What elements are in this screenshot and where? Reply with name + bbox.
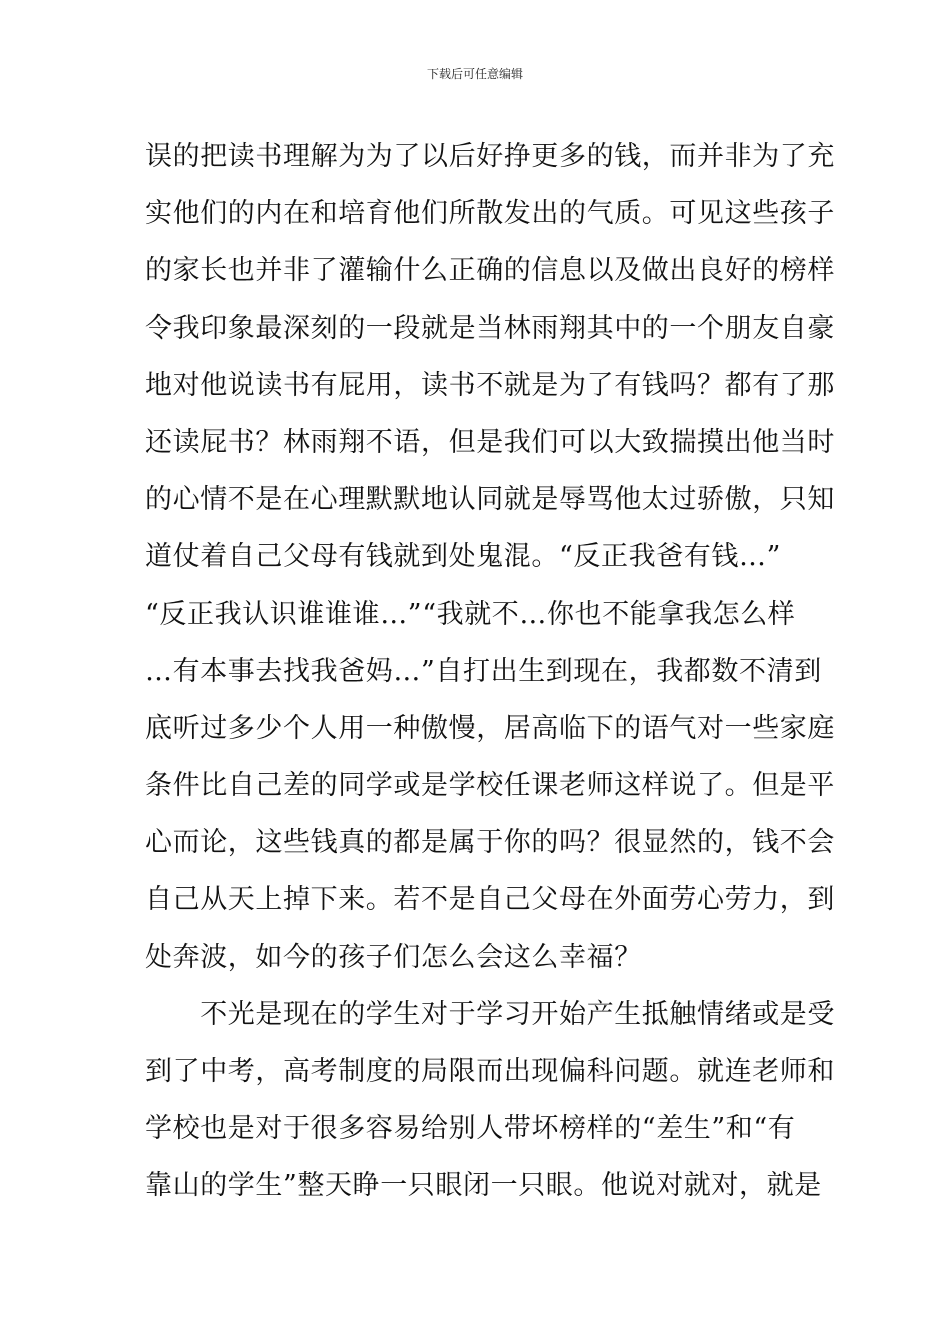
text-line: “反正我认识谁谁谁…”“我就不…你也不能拿我怎么样 xyxy=(145,598,796,630)
text-line: 处奔波，如今的孩子们怎么会这么幸福？ xyxy=(145,941,642,973)
text-line: 自己从天上掉下来。若不是自己父母在外面劳心劳力，到 xyxy=(145,884,835,916)
text-line: 令我印象最深刻的一段就是当林雨翔其中的一个朋友自豪 xyxy=(145,312,835,344)
text-line: 心而论，这些钱真的都是属于你的吗？很显然的，钱不会 xyxy=(145,827,835,859)
text-line: 靠山的学生”整天睁一只眼闭一只眼。他说对就对，就是 xyxy=(145,1170,822,1202)
page-header: 下载后可任意编辑 xyxy=(426,67,523,81)
text-line: 学校也是对于很多容易给别人带坏榜样的“差生”和“有 xyxy=(145,1113,796,1145)
text-line: 道仗着自己父母有钱就到处鬼混。“反正我爸有钱…” xyxy=(145,541,782,573)
text-line: 误的把读书理解为为了以后好挣更多的钱，而并非为了充 xyxy=(145,141,835,172)
text-line: 地对他说读书有屁用，读书不就是为了有钱吗？都有了那 xyxy=(145,369,835,401)
text-line: 的家长也并非了灌输什么正确的信息以及做出良好的榜样 xyxy=(145,255,835,287)
text-line: …有本事去找我爸妈…”自打出生到现在，我都数不清到 xyxy=(145,655,822,687)
body-text xyxy=(145,128,835,1215)
text-line: 到了中考，高考制度的局限而出现偏科问题。就连老师和 xyxy=(145,1056,835,1087)
text-line: 条件比自己差的同学或是学校任课老师这样说了。但是平 xyxy=(145,770,835,802)
text-line: 的心情不是在心理默默地认同就是辱骂他太过骄傲，只知 xyxy=(145,484,835,516)
paragraph-start-line: 不光是现在的学生对于学习开始产生抵触情绪或是受 xyxy=(145,998,835,1030)
text-line: 还读屁书？林雨翔不语，但是我们可以大致揣摸出他当时 xyxy=(145,426,835,458)
text-line: 实他们的内在和培育他们所散发出的气质。可见这些孩子 xyxy=(145,198,835,230)
text-line: 底听过多少个人用一种傲慢，居高临下的语气对一些家庭 xyxy=(145,712,835,744)
